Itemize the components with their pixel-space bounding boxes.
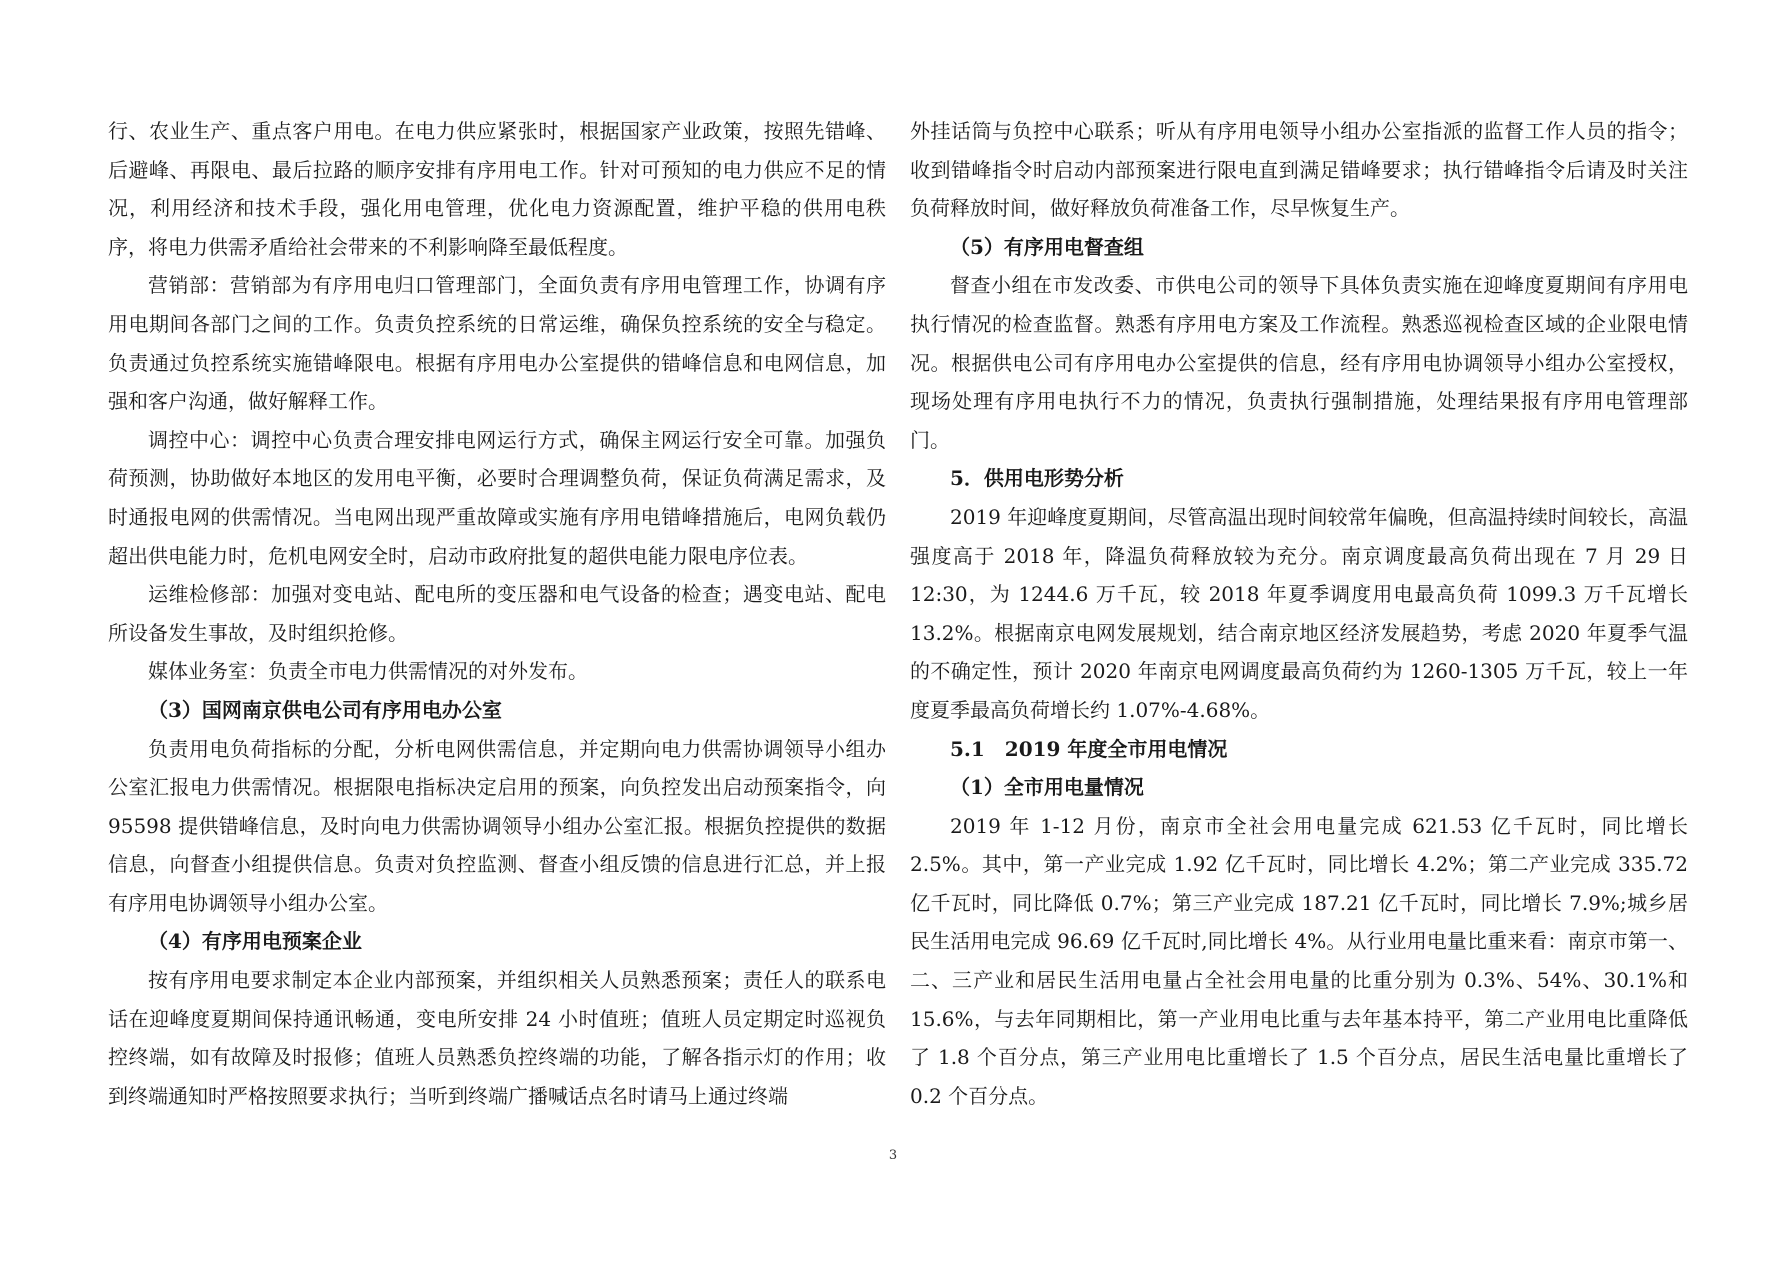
section-heading-electricity-usage: （1）全市用电量情况 [950, 775, 1144, 800]
paragraph-continuation: 行、农业生产、重点客户用电。在电力供应紧张时，根据国家产业政策，按照先错峰、后避峰、再限电、最后拉路的顺序安排有序用电工作。针对可预知的电力供应不足的情况，利用经济和技术手段，强化用电管理，优化电力资源配置，维护平稳的供用电秩序，将电力供需矛盾给社会带来的不利影响降至最低程度。 [108, 119, 886, 259]
section-heading-supply-analysis: 5．供用电形势分析 [950, 466, 1124, 491]
paragraph-marketing-dept: 营销部：营销部为有序用电归口管理部门，全面负责有序用电管理工作，协调有序用电期间各部门之间的工作。负责负控系统的日常运维，确保负控系统的安全与稳定。负责通过负控系统实施错峰限电。根据有序用电办公室提供的错峰信息和电网信息，加强和客户沟通，做好解释工作。 [108, 273, 886, 414]
section-heading-4: （4）有序用电预案企业 [148, 929, 362, 954]
section-heading-3: （3）国网南京供电公司有序用电办公室 [148, 697, 502, 722]
paragraph-summer-peak: 2019 年迎峰度夏期间，尽管高温出现时间较常年偏晚，但高温持续时间较长，高温强度高于 2018 年，降温负荷释放较为充分。南京调度最高负荷出现在 7 月 29 日 12:30，为 1244.6 万千瓦，较 2018 年夏季调度用电最高负荷 1099.3 万千瓦增长 13.2%。根据南京电网发展规划，结合南京地区经济发展趋势，考虑 2020 年夏季气温的不确定性，预计 2020 年南京电网调度最高负荷约为 1260-1305 万千瓦，较上一年度夏季最高负荷增长约 1.07%-4.68%。 [910, 504, 1688, 722]
paragraph-media-office: 媒体业务室：负责全市电力供需情况的对外发布。 [148, 659, 588, 684]
right-column [910, 112, 1688, 1115]
paragraph-plan-enterprises: 按有序用电要求制定本企业内部预案，并组织相关人员熟悉预案；责任人的联系电话在迎峰度夏期间保持通讯畅通，变电所安排 24 小时值班；值班人员定期定时巡视负控终端，如有故障及时报修；值班人员熟悉负控终端的功能，了解各指示灯的作用；收到终端通知时严格按照要求执行；当听到终端广播喊话点名时请马上通过终端 [108, 968, 886, 1108]
paragraph-continuation-right: 外挂话筒与负控中心联系；听从有序用电领导小组办公室指派的监督工作人员的指令；收到错峰指令时启动内部预案进行限电直到满足错峰要求；执行错峰指令后请及时关注负荷释放时间，做好释放负荷准备工作，尽早恢复生产。 [910, 119, 1688, 221]
paragraph-dispatch-center: 调控中心：调控中心负责合理安排电网运行方式，确保主网运行安全可靠。加强负荷预测，协助做好本地区的发用电平衡，必要时合理调整负荷，保证负荷满足需求，及时通报电网的供需情况。当电网出现严重故障或实施有序用电错峰措施后，电网负载仍超出供电能力时，危机电网安全时，启动市政府批复的超供电能力限电序位表。 [108, 427, 886, 568]
section-heading-5-1: 5.1 2019 年度全市用电情况 [950, 736, 1228, 761]
paragraph-maintenance-dept: 运维检修部：加强对变电站、配电所的变压器和电气设备的检查；遇变电站、配电所设备发生事故，及时组织抢修。 [108, 582, 886, 645]
section-heading-5: （5）有序用电督查组 [950, 234, 1144, 259]
page-number: 3 [888, 1148, 898, 1163]
left-column [108, 112, 886, 1115]
paragraph-orderly-office: 负责用电负荷指标的分配，分析电网供需信息，并定期向电力供需协调领导小组办公室汇报电力供需情况。根据限电指标决定启用的预案，向负控发出启动预案指令，向 95598 提供错峰信息，及时向电力供需协调领导小组办公室汇报。根据负控提供的数据信息，向督查小组提供信息。负责对负控监测、督查小组反馈的信息进行汇总，并上报有序用电协调领导小组办公室。 [108, 736, 886, 915]
paragraph-inspection-group: 督查小组在市发改委、市供电公司的领导下具体负责实施在迎峰度夏期间有序用电执行情况的检查监督。熟悉有序用电方案及工作流程。熟悉巡视检查区域的企业限电情况。根据供电公司有序用电办公室提供的信息，经有序用电协调领导小组办公室授权，现场处理有序用电执行不力的情况，负责执行强制措施，处理结果报有序用电管理部门。 [910, 273, 1688, 452]
paragraph-usage-stats: 2019 年 1-12 月份，南京市全社会用电量完成 621.53 亿千瓦时，同比增长 2.5%。其中，第一产业完成 1.92 亿千瓦时，同比增长 4.2%；第二产业完成 335.72 亿千瓦时，同比降低 0.7%；第三产业完成 187.21 亿千瓦时，同比增长 7.9%;城乡居民生活用电完成 96.69 亿千瓦时,同比增长 4%。从行业用电量比重来看：南京市第一、二、三产业和居民生活用电量占全社会用电量的比重分别为 0.3%、54%、30.1%和 15.6%，与去年同期相比，第一产业用电比重与去年基本持平，第二产业用电比重降低了 1.8 个百分点，第三产业用电比重增长了 1.5 个百分点，居民生活电量比重增长了 0.2 个百分点。 [910, 813, 1688, 1108]
